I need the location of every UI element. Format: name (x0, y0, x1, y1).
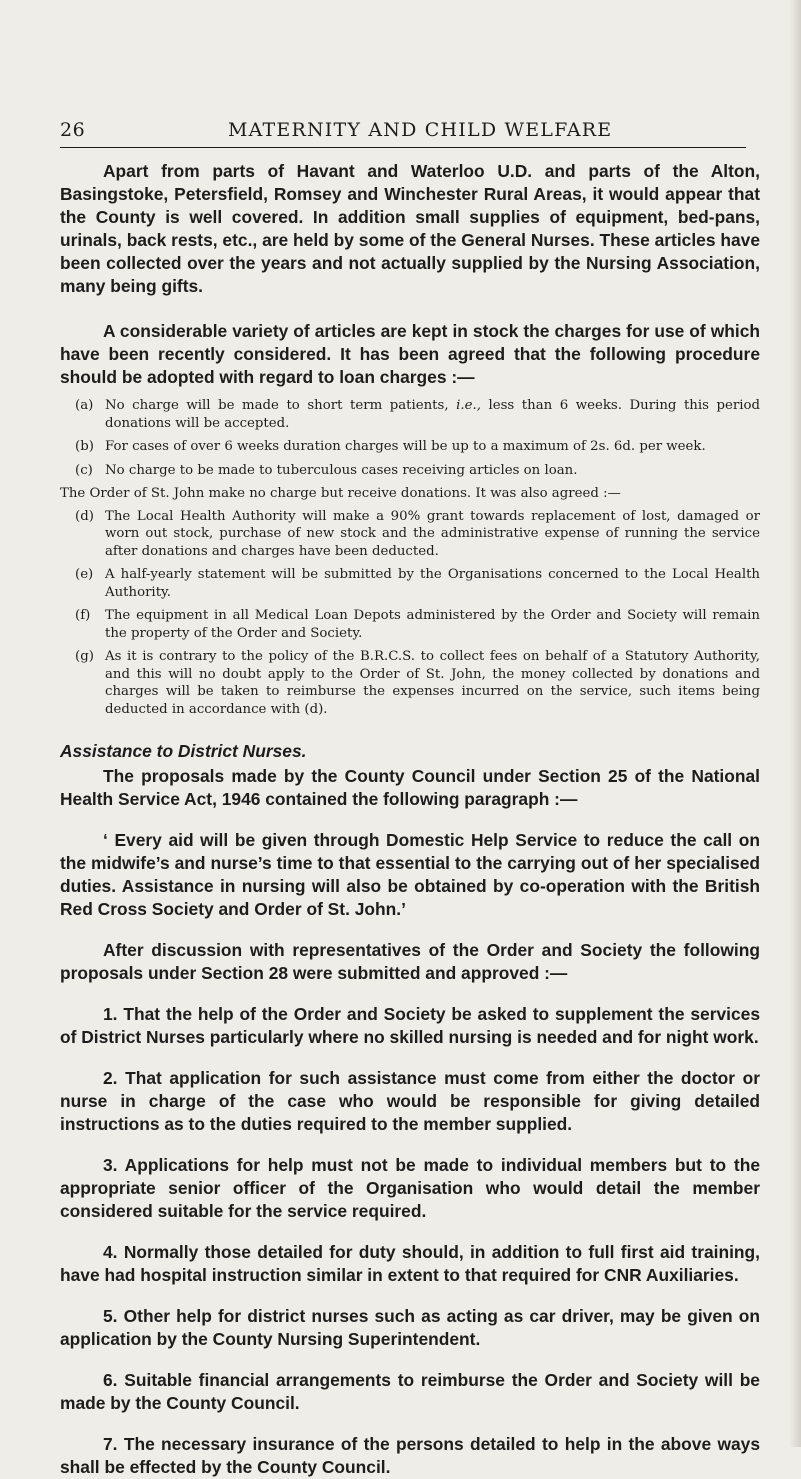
proposal-item (60, 1305, 760, 1351)
page-edge-shadow (789, 0, 801, 1447)
list-item (75, 508, 760, 561)
page-number: 26 (60, 119, 86, 141)
proposal-number: 2. (103, 1068, 118, 1088)
list-marker: (a) (75, 398, 94, 413)
list-marker: (c) (75, 462, 93, 478)
proposals-list (60, 1003, 760, 1479)
page-body (60, 160, 760, 1479)
page-header (60, 119, 746, 149)
proposal-text: Other help for district nurses such as acting as car driver, may be given on application by the County Nursing Superintendent. (60, 1306, 760, 1349)
list-text: The equipment in all Medical Loan Depots administered by the Order and Society will remain the property of the Order and Society. (105, 608, 760, 641)
section-intro: The proposals made by the County Council under Section 25 of the National Health Service Act, 1946 contained the following paragraph :— (60, 766, 760, 809)
proposal-number: 3. (103, 1155, 118, 1175)
proposal-number: 7. (103, 1434, 118, 1454)
list-marker: (g) (75, 649, 94, 664)
list-marker: (f) (75, 608, 91, 623)
list-marker: (d) (75, 508, 94, 524)
list-text: less than 6 weeks. During this period donations will be accepted. (105, 398, 760, 431)
proposal-text: Suitable financial arrangements to reimburse the Order and Society will be made by the County Council. (60, 1370, 760, 1413)
proposal-item (60, 1433, 760, 1479)
paragraph-equipment-coverage: Apart from parts of Havant and Waterloo U.D. and parts of the Alton, Basingstoke, Petersfield, Romsey and Winchester Rural Areas, it would appear that the County is well covered. In addition small supplies of equipment, bed-pans, urinals, back rests, etc., are held by some of the General Nurses. These articles have been collected over the years and not actually supplied by the Nursing Association, many being gifts. (60, 161, 760, 296)
list-item (75, 566, 760, 601)
header-rule (60, 147, 746, 148)
paragraph-loan-charges: A considerable variety of articles are kept in stock the charges for use of which have been recently considered. It has been agreed that the following procedure should be adopted with regard to loan charges :— (60, 321, 760, 387)
quoted-paragraph: ‘ Every aid will be given through Domestic Help Service to reduce the call on the midwife’s and nurse’s time to that essential to the carrying out of her specialised duties. Assistance in nursing will also be obtained by co-operation with the British Red Cross Society and Order of St. John.’ (60, 830, 760, 919)
list-text: As it is contrary to the policy of the B.R.C.S. to collect fees on behalf of a Statutory Authority, and this will no doubt apply to the Order of St. John, the money collected by donations and charges will be taken to reimburse the expenses incurred on the service, such items being deducted in accordance with (d). (105, 649, 760, 717)
proposal-text: Normally those detailed for duty should, in addition to full first aid training, have had hospital instruction similar in extent to that required for CNR Auxiliaries. (60, 1242, 760, 1285)
list-text: The Local Health Authority will make a 90% grant towards replacement of lost, damaged or worn out stock, purchase of new stock and the administrative expense of running the service after donations and charges have been deducted. (105, 508, 760, 559)
proposal-number: 4. (103, 1242, 118, 1262)
list-marker: (e) (75, 567, 94, 582)
proposal-item (60, 1154, 760, 1223)
proposal-item (60, 1003, 760, 1049)
list-text: For cases of over 6 weeks duration charges will be up to a maximum of 2s. 6d. per week. (105, 439, 706, 454)
proposal-item (60, 1067, 760, 1136)
proposal-number: 6. (103, 1370, 118, 1390)
running-title: MATERNITY AND CHILD WELFARE (228, 119, 613, 141)
list-item (75, 397, 760, 432)
proposal-text: That the help of the Order and Society be asked to supplement the services of District Nurses particularly where no skilled nursing is needed and for night work. (60, 1004, 760, 1047)
order-note: The Order of St. John make no charge but receive donations. It was also agreed :— (60, 486, 621, 501)
approval-intro: After discussion with representatives of the Order and Society the following proposals under Section 28 were submitted and approved :— (60, 940, 760, 983)
list-item (75, 607, 760, 642)
proposal-text: That application for such assistance must come from either the doctor or nurse in charge of the case who would be responsible for giving detailed instructions as to the duties required to the member supplied. (60, 1068, 760, 1134)
list-item (75, 438, 760, 456)
proposal-text: The necessary insurance of the persons detailed to help in the above ways shall be effected by the County Council. (60, 1434, 760, 1477)
section-heading: Assistance to District Nurses. (60, 741, 307, 761)
proposal-item (60, 1369, 760, 1415)
list-text: No charge will be made to short term patients, (105, 398, 457, 413)
list-marker: (b) (75, 439, 94, 454)
list-text: A half-yearly statement will be submitted by the Organisations concerned to the Local Health Authority. (105, 567, 760, 600)
proposal-number: 1. (103, 1004, 118, 1024)
proposal-text: Applications for help must not be made to individual members but to the appropriate senior officer of the Organisation who would detail the member considered suitable for the service required. (60, 1155, 760, 1221)
list-text: No charge to be made to tuberculous cases receiving articles on loan. (105, 462, 578, 478)
proposal-number: 5. (103, 1306, 118, 1326)
proposal-item (60, 1241, 760, 1287)
list-item (75, 462, 760, 480)
list-text-italic: i.e., (456, 398, 481, 413)
list-item (75, 648, 760, 718)
loan-charge-list (75, 397, 760, 479)
loan-agreement-list (75, 508, 760, 719)
